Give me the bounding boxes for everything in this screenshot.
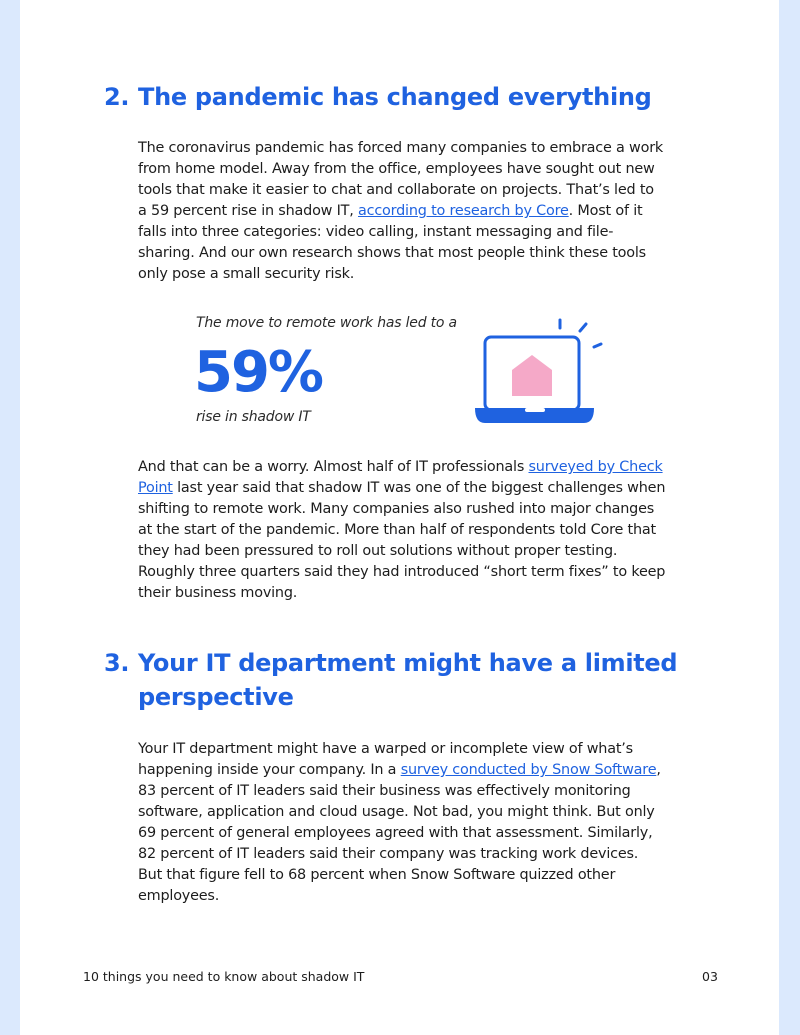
stat-outro-text: rise in shadow IT xyxy=(196,409,311,425)
stat-intro-text: The move to remote work has led to a xyxy=(196,315,457,331)
section-3-heading xyxy=(104,646,704,714)
paragraph-text: . Most of it falls into three categories: video calling, instant messaging and file-sharing. And our own research shows that most people think these tools only pose a small security risk. xyxy=(138,203,646,282)
laptop-home-icon xyxy=(470,313,610,425)
page-number: 03 xyxy=(702,969,718,984)
paragraph-text: Your IT department might have a warped or incomplete view of what’s happening inside your company. In a xyxy=(138,741,633,778)
section-2-heading xyxy=(104,80,704,114)
section-3-number: 3. xyxy=(104,649,130,677)
paragraph-text: last year said that shadow IT was one of the biggest challenges when shifting to remote work. Many companies also rushed into major changes at the start of the pandemic. More than half of respondents told Core that they had been pressured to roll out solutions without proper testing. Roughly three quarters said they had introduced “short term fixes” to keep their business moving. xyxy=(138,480,666,601)
section-2-paragraph-1 xyxy=(138,138,666,285)
section-3-paragraph-1 xyxy=(138,739,666,907)
section-3-title-line-2: perspective xyxy=(138,683,294,711)
paragraph-text: The coronavirus pandemic has forced many companies to embrace a work from home model. Away from the office, employees have sought out new tools that make it easier to chat and collaborate on projects. That’s led to a 59 percent rise in shadow IT, xyxy=(138,140,664,219)
link-surveyed-by-check-point[interactable]: surveyed by Check Point xyxy=(138,459,663,496)
section-2-number: 2. xyxy=(104,83,130,111)
section-3-title-line-1: Your IT department might have a limited xyxy=(138,649,678,677)
footer-title: 10 things you need to know about shadow IT xyxy=(83,969,365,984)
document-page xyxy=(20,0,779,1035)
paragraph-text: , 83 percent of IT leaders said their business was effectively monitoring software, application and cloud usage. Not bad, you might think. But only 69 percent of general employees agreed with that assessment. Similarly, 82 percent of IT leaders said their company was tracking work devices. But that figure fell to 68 percent when Snow Software quizzed other employees. xyxy=(138,762,661,904)
section-2-title: The pandemic has changed everything xyxy=(138,83,652,111)
paragraph-text: And that can be a worry. Almost half of IT professionals xyxy=(138,459,529,475)
link-research-by-core[interactable]: according to research by Core xyxy=(358,203,569,219)
section-2-paragraph-2 xyxy=(138,457,666,604)
stat-value: 59% xyxy=(194,340,323,405)
link-survey-by-snow-software[interactable]: survey conducted by Snow Software xyxy=(400,762,657,778)
